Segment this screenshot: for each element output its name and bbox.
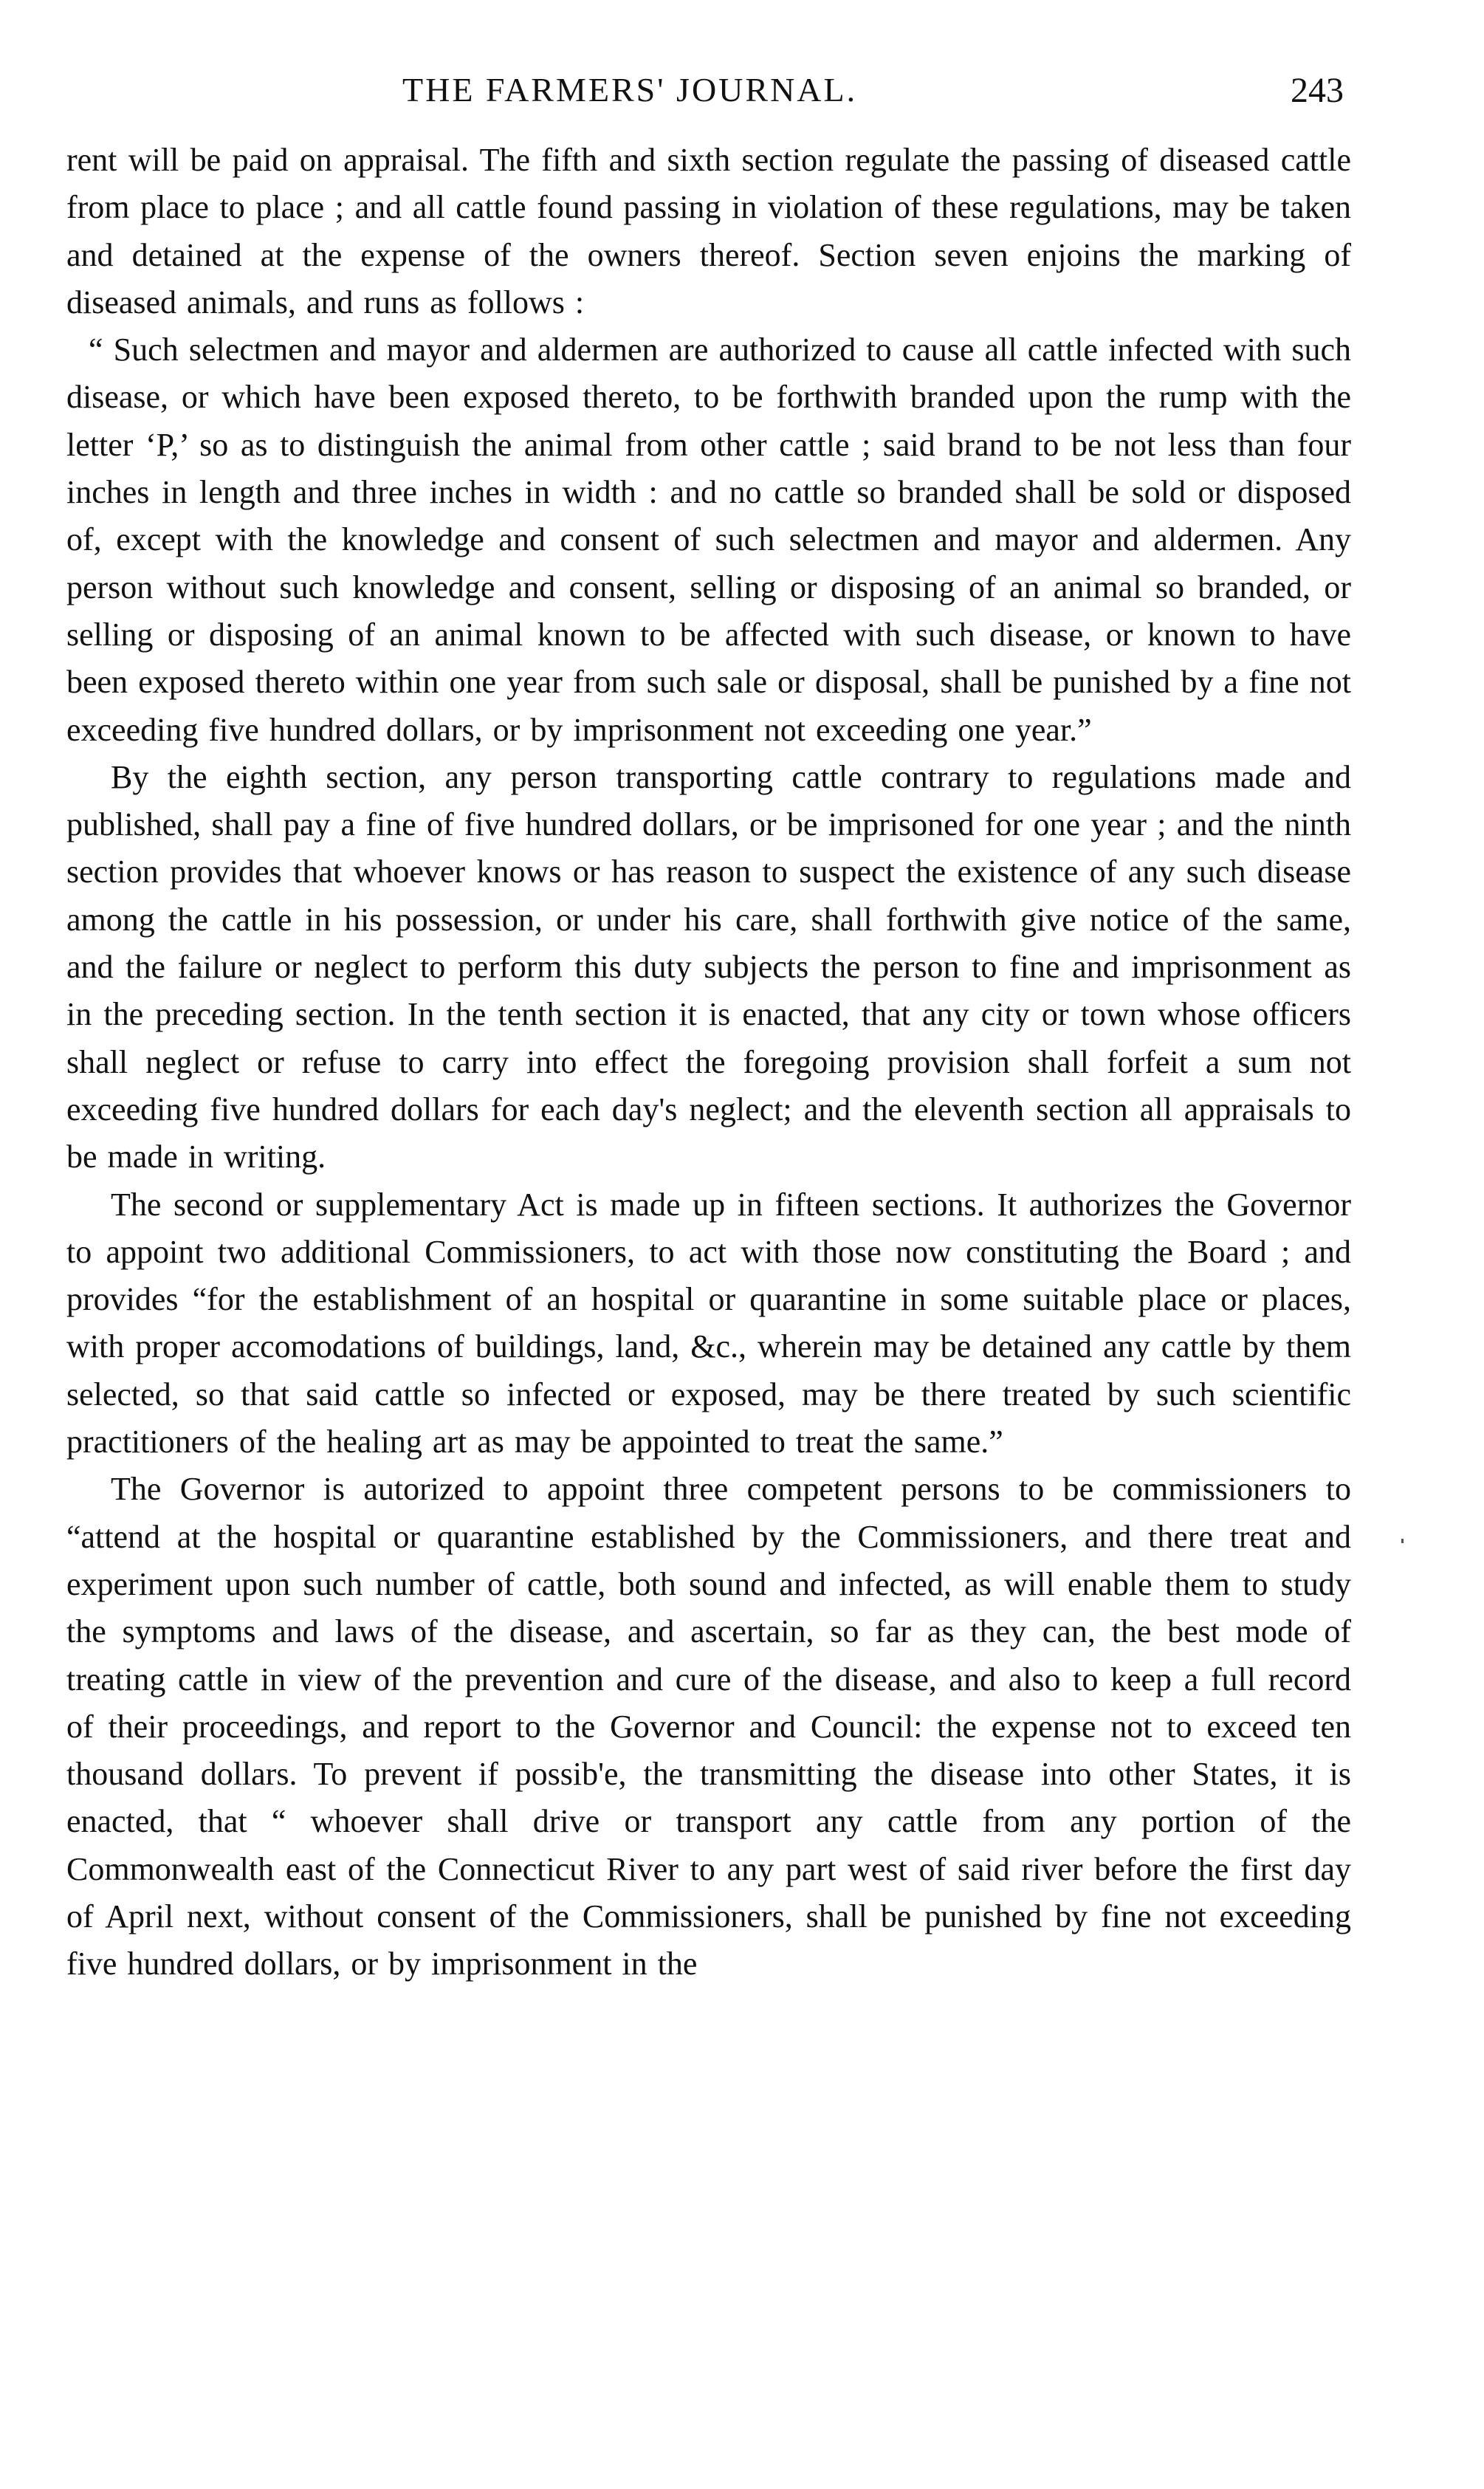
paragraph-5: The Governor is autorized to appoint three competent persons to be commissioners to “attend at the hospital or quarantine established by the Commissioners, and there treat and experiment upon such number of cattle, both sound and infected, as will enable them to study the symptoms and laws of the disease, and ascertain, so far as they can, the best mode of treating cattle in view of the prevention and cure of the disease, and also to keep a full record of their proceedings, and report to the Governor and Council: the expense not to exceed ten thousand dollars. To prevent if possib'e, the transmitting the disease into other States, it is enacted, that “ whoever shall drive or transport any cattle from any portion of the Commonwealth east of the Connecticut River to any part west of said river before the first day of April next, without consent of the Commissioners, shall be punished by fine not exceeding five hundred dollars, or by imprisonment in the <box>66 1471 1351 1982</box>
paragraph-3: By the eighth section, any person transporting cattle contrary to regulations made and published, shall pay a fine of five hundred dollars, or be imprisoned for one year ; and the ninth section provides that whoever knows or has reason to suspect the existence of any such disease among the cattle in his possession, or under his care, shall forthwith give notice of the same, and the failure or neglect to perform this duty subjects the person to fine and imprisonment as in the preceding section. In the tenth section it is enacted, that any city or town whose officers shall neglect or refuse to carry into effect the foregoing provision shall forfeit a sum not exceeding five hundred dollars for each day's neglect; and the eleventh section all appraisals to be made in writing. <box>66 758 1351 1175</box>
page-number: 243 <box>1291 71 1344 110</box>
paragraph-2-quotation: “ Such selectmen and mayor and aldermen are authorized to cause all cattle infected with such disease, or which have been exposed thereto, to be forthwith branded upon the rump with the letter ‘P,’ so as to distinguish the animal from other cattle ; said brand to be not less than four inches in length and three inches in width : and no cattle so branded shall be sold or disposed of, except with the knowledge and consent of such selectmen and mayor and aldermen. Any person without such knowledge and consent, selling or disposing of an animal so branded, or selling or disposing of an animal known to be affected with such disease, or known to have been exposed thereto within one year from such sale or disposal, shall be punished by a fine not exceeding five hundred dollars, or by imprisonment not exceeding one year.” <box>66 332 1351 748</box>
paragraph-1: rent will be paid on appraisal. The fifth and sixth section regulate the passing of diseased cattle from place to place ; and all cattle found passing in violation of these regulations, may be taken and detained at the expense of the owners thereof. Section seven enjoins the marking of diseased animals, and runs as follows : <box>66 142 1351 320</box>
running-head <box>0 70 1484 122</box>
paragraph-4: The second or supplementary Act is made up in fifteen sections. It authorizes the Governor to appoint two additional Commissioners, to act with those now constituting the Board ; and provides “for the establishment of an hospital or quarantine in some suitable place or places, with proper accomodations of buildings, land, &c., wherein may be detained any cattle by them selected, so that said cattle so infected or exposed, may be there treated by such scientific practitioners of the healing art as may be appointed to treat the same.” <box>66 1186 1351 1460</box>
scan-speck <box>1401 1539 1404 1543</box>
article-body <box>66 137 1351 1988</box>
running-title: THE FARMERS' JOURNAL. <box>402 71 858 109</box>
